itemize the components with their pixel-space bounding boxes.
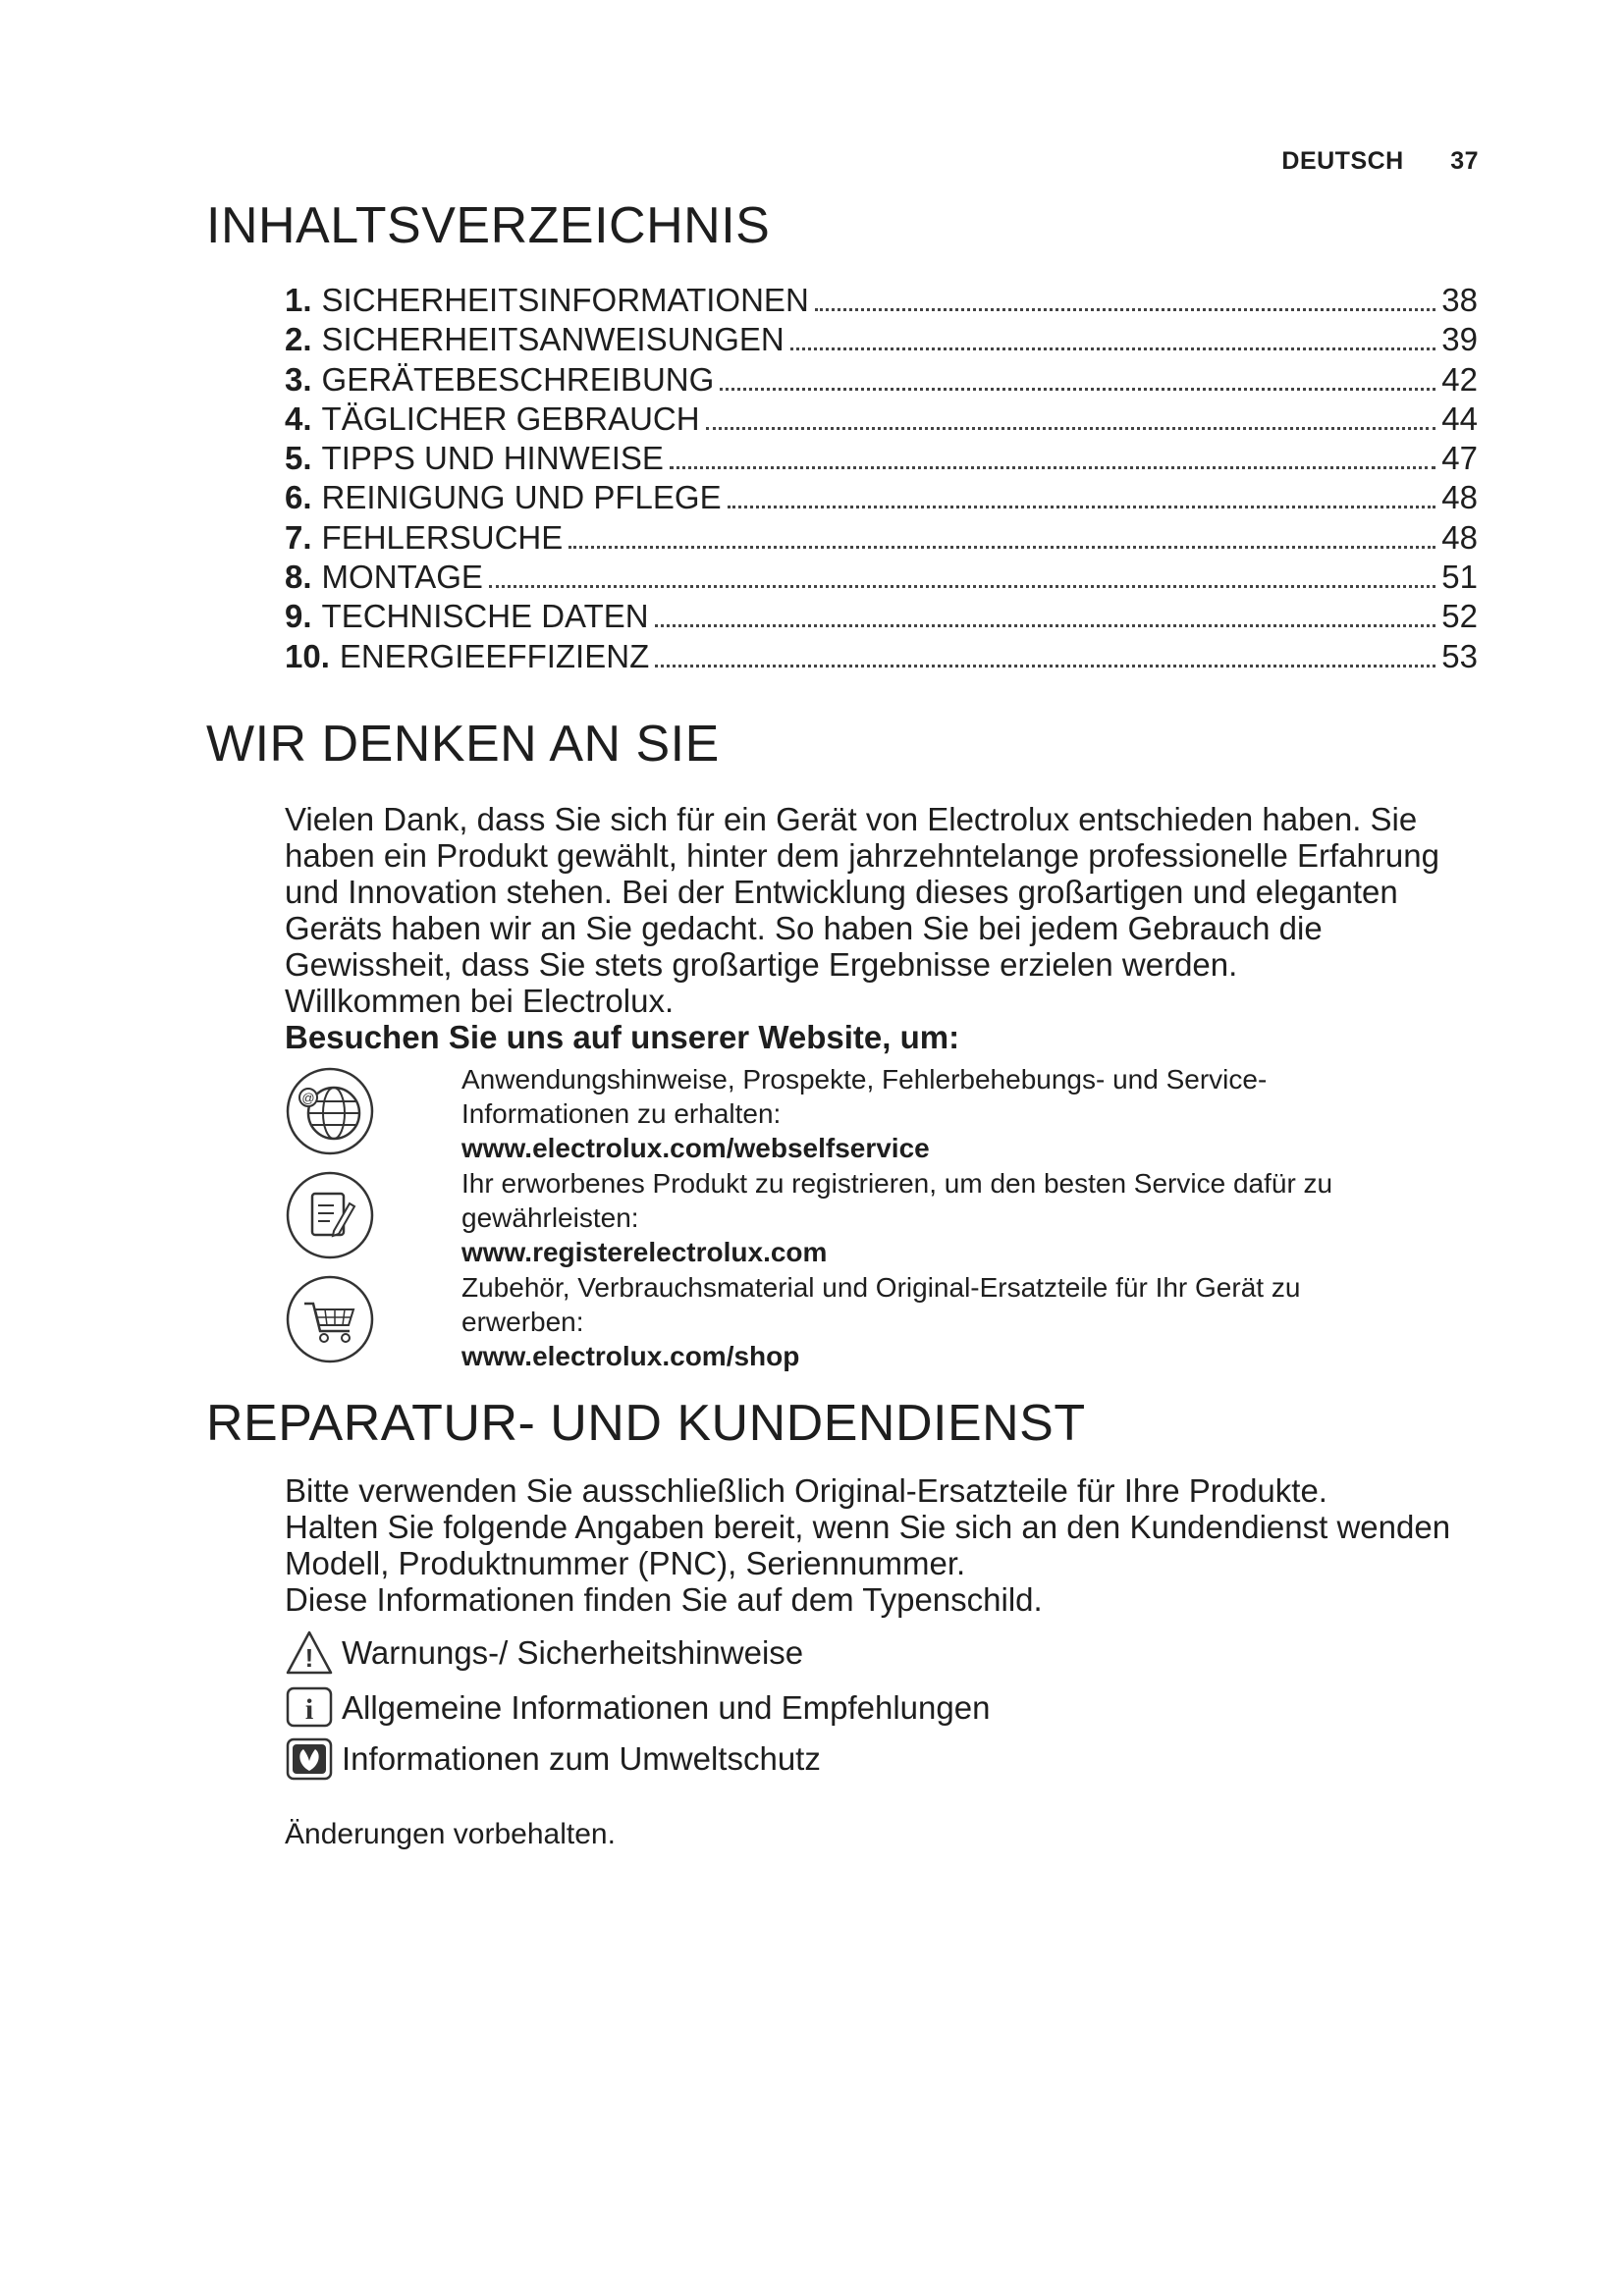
welcome-paragraph: [285, 801, 1492, 1055]
toc-item-page: 48: [1441, 479, 1478, 516]
service-description: Informationen zu erhalten:: [461, 1098, 782, 1129]
toc-item-page: 44: [1441, 400, 1478, 437]
service-paragraph: [285, 1472, 1492, 1618]
service-row-webselfservice: [285, 1062, 1492, 1166]
toc-leader-dots: [815, 308, 1436, 311]
toc-item[interactable]: [285, 518, 1478, 558]
toc-leader-dots: [670, 466, 1435, 469]
toc-item-number: 4.: [285, 400, 312, 437]
toc-item-label: MONTAGE: [321, 559, 483, 596]
toc-leader-dots: [568, 546, 1435, 549]
welcome-title: WIR DENKEN AN SIE: [206, 716, 720, 773]
service-description: Anwendungshinweise, Prospekte, Fehlerbehebungs- und Service-: [461, 1064, 1268, 1095]
toc-item[interactable]: [285, 597, 1478, 636]
toc-leader-dots: [655, 624, 1436, 627]
visit-heading: Besuchen Sie uns auf unserer Website, um:: [285, 1019, 960, 1055]
register-document-icon: [285, 1170, 375, 1260]
toc-item-label: TIPPS UND HINWEISE: [321, 440, 664, 477]
toc-item-label: TECHNISCHE DATEN: [321, 598, 649, 635]
footer-note: Änderungen vorbehalten.: [285, 1818, 616, 1850]
toc-leader-dots: [706, 427, 1436, 430]
warning-triangle-icon: [285, 1629, 334, 1677]
toc-item-page: 48: [1441, 518, 1478, 556]
toc-item-label: REINIGUNG UND PFLEGE: [321, 479, 722, 516]
svg-text:!: !: [304, 1643, 314, 1673]
legend-info: [285, 1684, 990, 1732]
toc-leader-dots: [720, 388, 1435, 391]
toc-item[interactable]: [285, 558, 1478, 597]
service-line: Diese Informationen finden Sie auf dem Typenschild.: [285, 1581, 1043, 1618]
service-row-register: [285, 1166, 1492, 1270]
service-line: Bitte verwenden Sie ausschließlich Original-Ersatzteile für Ihre Produkte.: [285, 1472, 1327, 1509]
register-link[interactable]: www.registerelectrolux.com: [461, 1237, 828, 1267]
toc-item-page: 51: [1441, 559, 1478, 596]
service-row-shop: [285, 1270, 1492, 1374]
toc-item-label: FEHLERSUCHE: [321, 518, 564, 556]
service-description: erwerben:: [461, 1307, 584, 1337]
toc-item-page: 52: [1441, 598, 1478, 635]
toc-item[interactable]: [285, 400, 1478, 439]
toc-leader-dots: [655, 665, 1435, 667]
toc-item-number: 2.: [285, 321, 312, 358]
svg-text:i: i: [304, 1693, 314, 1726]
toc-item-label: TÄGLICHER GEBRAUCH: [321, 400, 700, 437]
shop-link[interactable]: www.electrolux.com/shop: [461, 1341, 800, 1371]
toc-item-label: SICHERHEITSANWEISUNGEN: [321, 321, 785, 358]
welcome-line: haben ein Produkt gewählt, hinter dem jahrzehntelange professionelle Erfahrung: [285, 837, 1439, 874]
page-header: [1281, 147, 1479, 176]
toc-item-page: 47: [1441, 440, 1478, 477]
toc-item[interactable]: [285, 478, 1478, 517]
toc-item-label: GERÄTEBESCHREIBUNG: [321, 360, 715, 398]
toc-item[interactable]: [285, 439, 1478, 478]
welcome-line: und Innovation stehen. Bei der Entwicklung dieses großartigen und eleganten: [285, 874, 1398, 910]
legend-environment: [285, 1735, 821, 1783]
legend-label: Allgemeine Informationen und Empfehlungen: [342, 1689, 991, 1726]
table-of-contents: [285, 281, 1478, 676]
toc-item-label: ENERGIEEFFIZIENZ: [339, 637, 650, 674]
service-description: gewährleisten:: [461, 1202, 639, 1233]
toc-item-number: 5.: [285, 440, 312, 477]
service-line: Modell, Produktnummer (PNC), Seriennummer.: [285, 1545, 966, 1581]
toc-leader-dots: [489, 585, 1435, 588]
toc-item[interactable]: [285, 637, 1478, 676]
toc-item[interactable]: [285, 360, 1478, 400]
toc-item-number: 6.: [285, 479, 312, 516]
toc-item-number: 1.: [285, 282, 312, 318]
info-icon: [285, 1684, 334, 1732]
environment-icon: [285, 1735, 334, 1783]
service-line: Halten Sie folgende Angaben bereit, wenn Sie sich an den Kundendienst wenden: [285, 1509, 1451, 1545]
toc-item-number: 10.: [285, 637, 330, 674]
toc-item-number: 8.: [285, 559, 312, 596]
toc-item-page: 42: [1441, 360, 1478, 398]
toc-item[interactable]: [285, 320, 1478, 359]
welcome-line: Gewissheit, dass Sie stets großartige Ergebnisse erzielen werden.: [285, 946, 1238, 983]
svg-text:@: @: [301, 1091, 315, 1105]
welcome-line: Geräts haben wir an Sie gedacht. So haben Sie bei jedem Gebrauch die: [285, 910, 1323, 946]
toc-item-page: 38: [1441, 282, 1478, 318]
toc-leader-dots: [790, 347, 1436, 350]
page-number: 37: [1450, 147, 1479, 175]
shopping-cart-icon: [285, 1274, 375, 1364]
welcome-line: Vielen Dank, dass Sie sich für ein Gerät von Electrolux entschieden haben. Sie: [285, 801, 1418, 837]
legend-warning: [285, 1629, 803, 1677]
toc-item-number: 7.: [285, 518, 312, 556]
service-title: REPARATUR- UND KUNDENDIENST: [206, 1395, 1086, 1452]
legend-label: Warnungs-/ Sicherheitshinweise: [342, 1634, 804, 1671]
toc-item-page: 39: [1441, 321, 1478, 358]
header-language: DEUTSCH: [1281, 147, 1404, 175]
webselfservice-link[interactable]: www.electrolux.com/webselfservice: [461, 1133, 930, 1163]
service-description: Ihr erworbenes Produkt zu registrieren, um den besten Service dafür zu: [461, 1168, 1333, 1199]
toc-item-page: 53: [1441, 637, 1478, 674]
legend-label: Informationen zum Umweltschutz: [342, 1740, 821, 1777]
toc-item[interactable]: [285, 281, 1478, 320]
toc-item-number: 9.: [285, 598, 312, 635]
toc-title: INHALTSVERZEICHNIS: [206, 197, 771, 254]
toc-leader-dots: [728, 506, 1436, 508]
toc-item-label: SICHERHEITSINFORMATIONEN: [321, 282, 809, 318]
toc-item-number: 3.: [285, 360, 312, 398]
service-description: Zubehör, Verbrauchsmaterial und Original-Ersatzteile für Ihr Gerät zu: [461, 1272, 1301, 1303]
globe-icon: [285, 1066, 375, 1156]
welcome-line: Willkommen bei Electrolux.: [285, 983, 675, 1019]
